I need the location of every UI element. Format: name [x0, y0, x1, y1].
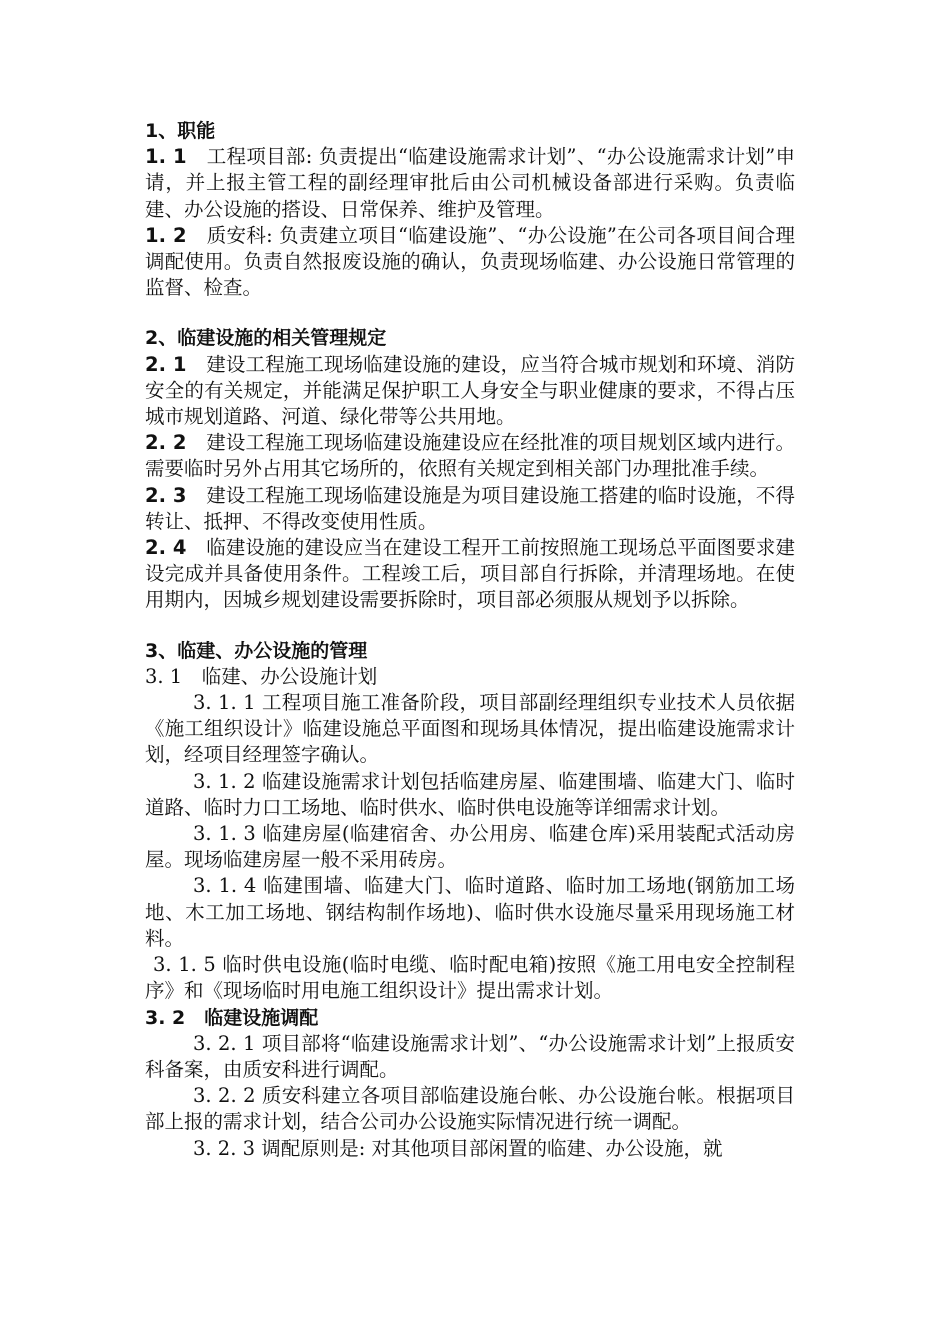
para-text: 质安科: 负责建立项目“临建设施”、“办公设施”在公司各项目间合理调配使用。负责自然报废设施的确认，负责现场临建、办公设施日常管理的监督、检查。 [145, 223, 795, 300]
para-2-1 [145, 352, 795, 431]
para-3-1-3: 3. 1. 3 临建房屋(临建宿舍、办公用房、临建仓库)采用装配式活动房屋。现场临建房屋一般不采用砖房。 [145, 822, 795, 872]
para-3-2-1: 3. 2. 1 项目部将“临建设施需求计划”、“办公设施需求计划”上报质安科备案，由质安科进行调配。 [145, 1031, 795, 1081]
para-number: 2. 1 [145, 352, 187, 376]
section-1-title: 1、职能 [145, 120, 216, 142]
para-2-2 [145, 430, 795, 482]
document-page [145, 118, 795, 1162]
subsection-3-1-title: 3. 1 临建、办公设施计划 [145, 664, 378, 688]
subsection-3-2-title: 3. 2 临建设施调配 [145, 1006, 319, 1029]
para-3-2-2: 3. 2. 2 质安科建立各项目部临建设施台帐、办公设施台帐。根据项目部上报的需求计划，结合公司办公设施实际情况进行统一调配。 [145, 1084, 795, 1134]
para-2-3 [145, 483, 795, 535]
para-number: 1. 2 [145, 223, 187, 247]
para-2-4 [145, 535, 795, 614]
para-3-1-5: 3. 1. 5 临时供电设施(临时电缆、临时配电箱)按照《施工用电安全控制程序》和《现场临时用电施工组织设计》提出需求计划。 [145, 953, 795, 1003]
section-gap [145, 614, 795, 638]
para-text: 工程项目部: 负责提出“临建设施需求计划”、“办公设施需求计划”申请，并上报主管工程的副经理审批后由公司机械设备部进行采购。负责临建、办公设施的搭设、日常保养、维护及管理。 [145, 145, 795, 221]
para-number: 2. 2 [145, 431, 187, 455]
para-text: 建设工程施工现场临建设施建设应在经批准的项目规划区域内进行。需要临时另外占用其它场所的，依照有关规定到相关部门办理批准手续。 [145, 431, 795, 481]
para-3-1-4: 3. 1. 4 临建围墙、临建大门、临时道路、临时加工场地(钢筋加工场地、木工加工场地、钢结构制作场地)、临时供水设施尽量采用现场施工材料。 [145, 874, 795, 950]
para-1-2 [145, 223, 795, 302]
para-number: 1. 1 [145, 145, 187, 169]
para-text: 建设工程施工现场临建设施的建设，应当符合城市规划和环境、消防安全的有关规定，并能满足保护职工人身安全与职业健康的要求，不得占压城市规划道路、河道、绿化带等公共用地。 [145, 352, 795, 429]
para-3-2-3: 3. 2. 3 调配原则是: 对其他项目部闲置的临建、办公设施，就 [193, 1136, 723, 1160]
section-3-title: 3、临建、办公设施的管理 [145, 639, 368, 662]
section-gap [145, 301, 795, 325]
para-text: 建设工程施工现场临建设施是为项目建设施工搭建的临时设施，不得转让、抵押、不得改变使用性质。 [145, 483, 795, 533]
para-text: 临建设施的建设应当在建设工程开工前按照施工现场总平面图要求建设完成并具备使用条件。工程竣工后，项目部自行拆除，并清理场地。在使用期内，因城乡规划建设需要拆除时，项目部必须服从规划予以拆除。 [145, 536, 795, 612]
para-number: 2. 4 [145, 536, 187, 560]
para-1-1 [145, 144, 795, 223]
para-3-1-2: 3. 1. 2 临建设施需求计划包括临建房屋、临建围墙、临建大门、临时道路、临时力口工场地、临时供水、临时供电设施等详细需求计划。 [145, 769, 795, 819]
para-3-1-1: 3. 1. 1 工程项目施工准备阶段，项目部副经理组织专业技术人员依据《施工组织设计》临建设施总平面图和现场具体情况，提出临建设施需求计划，经项目经理签字确认。 [145, 691, 795, 767]
para-number: 2. 3 [145, 483, 187, 507]
section-2-title: 2、临建设施的相关管理规定 [145, 327, 387, 350]
